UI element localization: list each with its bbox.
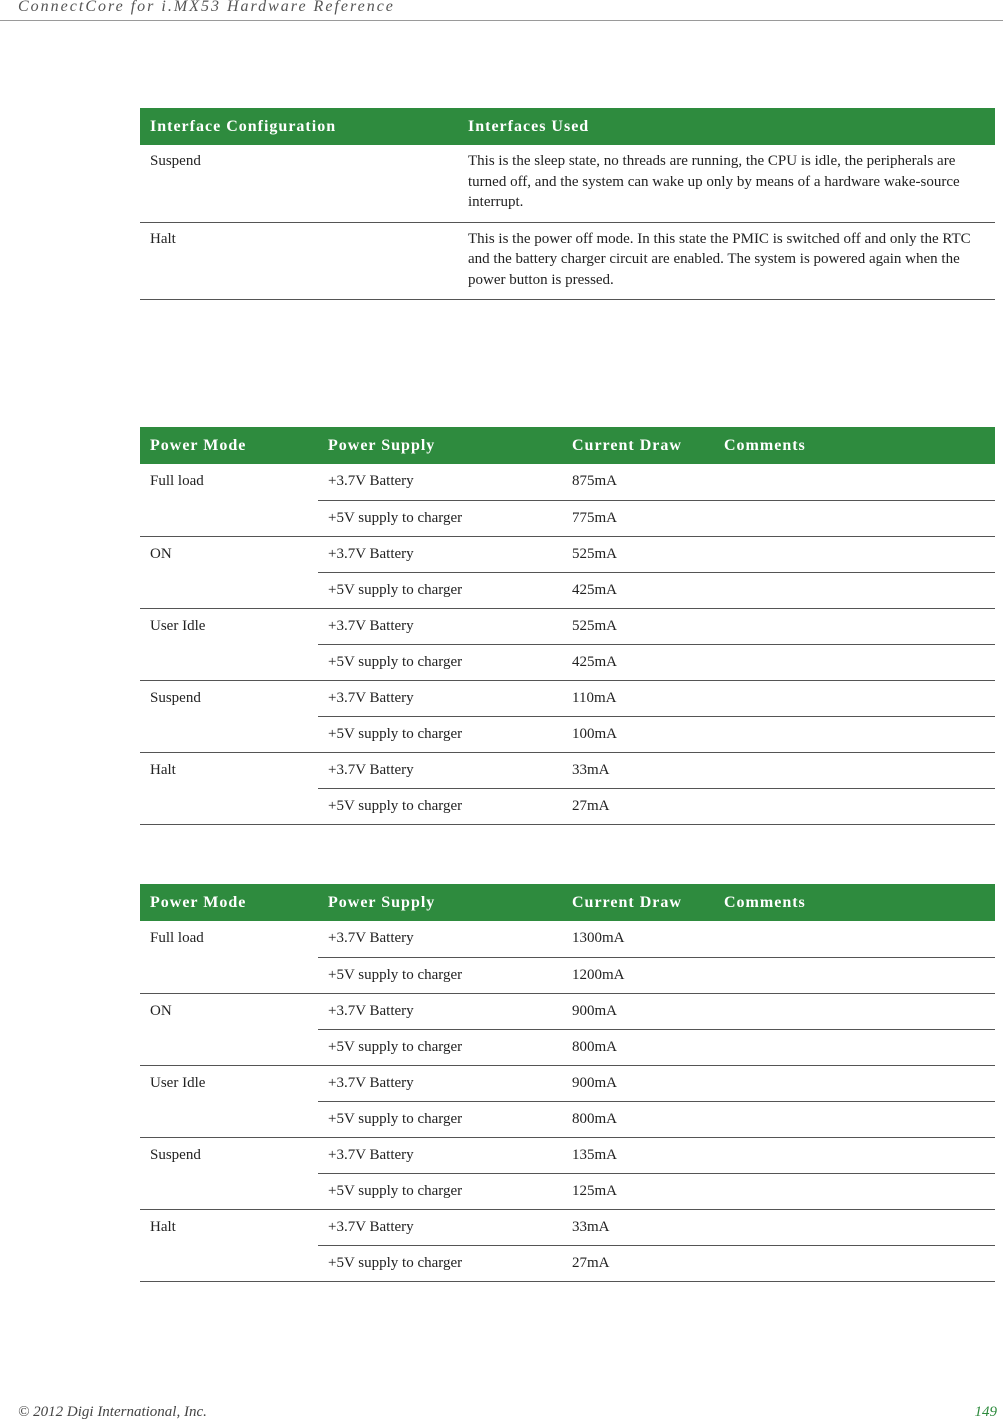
- current-draw-cell: 33mA: [562, 1209, 714, 1245]
- table-header-row: [140, 108, 995, 145]
- comments-cell: [714, 500, 995, 536]
- table-row: [140, 222, 995, 299]
- running-header: ConnectCore for i.MX53 Hardware Reference: [18, 0, 395, 15]
- current-draw-cell: 525mA: [562, 608, 714, 644]
- comments-cell: [714, 788, 995, 824]
- power-mode-cell: ON: [140, 536, 318, 608]
- power-mode-cell: User Idle: [140, 608, 318, 680]
- power-supply-cell: +5V supply to charger: [318, 1173, 562, 1209]
- current-draw-cell: 27mA: [562, 788, 714, 824]
- power-supply-cell: +5V supply to charger: [318, 788, 562, 824]
- current-draw-cell: 100mA: [562, 716, 714, 752]
- comments-cell: [714, 536, 995, 572]
- current-draw-cell: 425mA: [562, 644, 714, 680]
- power-supply-cell: +3.7V Battery: [318, 993, 562, 1029]
- power-table-1: [140, 427, 995, 825]
- header-rule: [0, 20, 1003, 21]
- column-header: Comments: [714, 427, 995, 464]
- power-supply-cell: +3.7V Battery: [318, 1137, 562, 1173]
- power-supply-cell: +3.7V Battery: [318, 752, 562, 788]
- power-mode-cell: Suspend: [140, 1137, 318, 1209]
- comments-cell: [714, 464, 995, 500]
- current-draw-cell: 1300mA: [562, 921, 714, 957]
- power-supply-cell: +3.7V Battery: [318, 1065, 562, 1101]
- table-header-row: [140, 884, 995, 921]
- power-supply-cell: +3.7V Battery: [318, 536, 562, 572]
- column-header: Comments: [714, 884, 995, 921]
- table-row: [140, 1209, 995, 1245]
- current-draw-cell: 875mA: [562, 464, 714, 500]
- config-description: This is the power off mode. In this state the PMIC is switched off and only the RTC and the battery charger circuit are enabled. The system is powered again when the power button is pressed.: [458, 222, 995, 299]
- current-draw-cell: 1200mA: [562, 957, 714, 993]
- table-row: [140, 145, 995, 222]
- table-row: [140, 1137, 995, 1173]
- table-row: [140, 464, 995, 500]
- current-draw-cell: 525mA: [562, 536, 714, 572]
- comments-cell: [714, 1209, 995, 1245]
- table-row: [140, 536, 995, 572]
- comments-cell: [714, 680, 995, 716]
- current-draw-cell: 900mA: [562, 993, 714, 1029]
- column-header: Power Mode: [140, 427, 318, 464]
- comments-cell: [714, 1065, 995, 1101]
- config-name: Suspend: [140, 145, 458, 222]
- current-draw-cell: 775mA: [562, 500, 714, 536]
- power-supply-cell: +5V supply to charger: [318, 957, 562, 993]
- comments-cell: [714, 716, 995, 752]
- table-row: [140, 752, 995, 788]
- table-row: [140, 921, 995, 957]
- power-mode-cell: Suspend: [140, 680, 318, 752]
- power-supply-cell: +5V supply to charger: [318, 500, 562, 536]
- comments-cell: [714, 752, 995, 788]
- comments-cell: [714, 608, 995, 644]
- column-header: Power Mode: [140, 884, 318, 921]
- comments-cell: [714, 1173, 995, 1209]
- table-header-row: [140, 427, 995, 464]
- current-draw-cell: 125mA: [562, 1173, 714, 1209]
- current-draw-cell: 33mA: [562, 752, 714, 788]
- table-row: [140, 608, 995, 644]
- comments-cell: [714, 993, 995, 1029]
- power-supply-cell: +5V supply to charger: [318, 1245, 562, 1281]
- power-supply-cell: +5V supply to charger: [318, 1101, 562, 1137]
- comments-cell: [714, 1029, 995, 1065]
- power-supply-cell: +5V supply to charger: [318, 716, 562, 752]
- power-supply-cell: +3.7V Battery: [318, 680, 562, 716]
- power-mode-cell: User Idle: [140, 1065, 318, 1137]
- current-draw-cell: 135mA: [562, 1137, 714, 1173]
- power-mode-cell: Full load: [140, 921, 318, 993]
- power-supply-cell: +3.7V Battery: [318, 608, 562, 644]
- footer-copyright: © 2012 Digi International, Inc.: [18, 1404, 207, 1420]
- column-header: Current Draw: [562, 884, 714, 921]
- power-supply-cell: +3.7V Battery: [318, 1209, 562, 1245]
- power-supply-cell: +5V supply to charger: [318, 572, 562, 608]
- comments-cell: [714, 1137, 995, 1173]
- current-draw-cell: 900mA: [562, 1065, 714, 1101]
- comments-cell: [714, 921, 995, 957]
- power-supply-cell: +3.7V Battery: [318, 921, 562, 957]
- current-draw-cell: 27mA: [562, 1245, 714, 1281]
- table-row: [140, 1065, 995, 1101]
- current-draw-cell: 800mA: [562, 1029, 714, 1065]
- column-header: Current Draw: [562, 427, 714, 464]
- current-draw-cell: 800mA: [562, 1101, 714, 1137]
- power-supply-cell: +5V supply to charger: [318, 644, 562, 680]
- config-description: This is the sleep state, no threads are running, the CPU is idle, the peripherals are turned off, and the system can wake up only by means of a hardware wake-source interrupt.: [458, 145, 995, 222]
- comments-cell: [714, 957, 995, 993]
- power-mode-cell: Halt: [140, 1209, 318, 1281]
- power-supply-cell: +5V supply to charger: [318, 1029, 562, 1065]
- column-header: Power Supply: [318, 427, 562, 464]
- table-row: [140, 993, 995, 1029]
- current-draw-cell: 110mA: [562, 680, 714, 716]
- table-row: [140, 680, 995, 716]
- power-table-2: [140, 884, 995, 1282]
- column-header: Power Supply: [318, 884, 562, 921]
- interface-config-table: [140, 108, 995, 300]
- comments-cell: [714, 1245, 995, 1281]
- comments-cell: [714, 1101, 995, 1137]
- current-draw-cell: 425mA: [562, 572, 714, 608]
- comments-cell: [714, 644, 995, 680]
- column-header: Interfaces Used: [458, 108, 995, 145]
- page-number: 149: [974, 1404, 997, 1420]
- power-mode-cell: Full load: [140, 464, 318, 536]
- power-supply-cell: +3.7V Battery: [318, 464, 562, 500]
- column-header: Interface Configuration: [140, 108, 458, 145]
- power-mode-cell: ON: [140, 993, 318, 1065]
- comments-cell: [714, 572, 995, 608]
- config-name: Halt: [140, 222, 458, 299]
- power-mode-cell: Halt: [140, 752, 318, 824]
